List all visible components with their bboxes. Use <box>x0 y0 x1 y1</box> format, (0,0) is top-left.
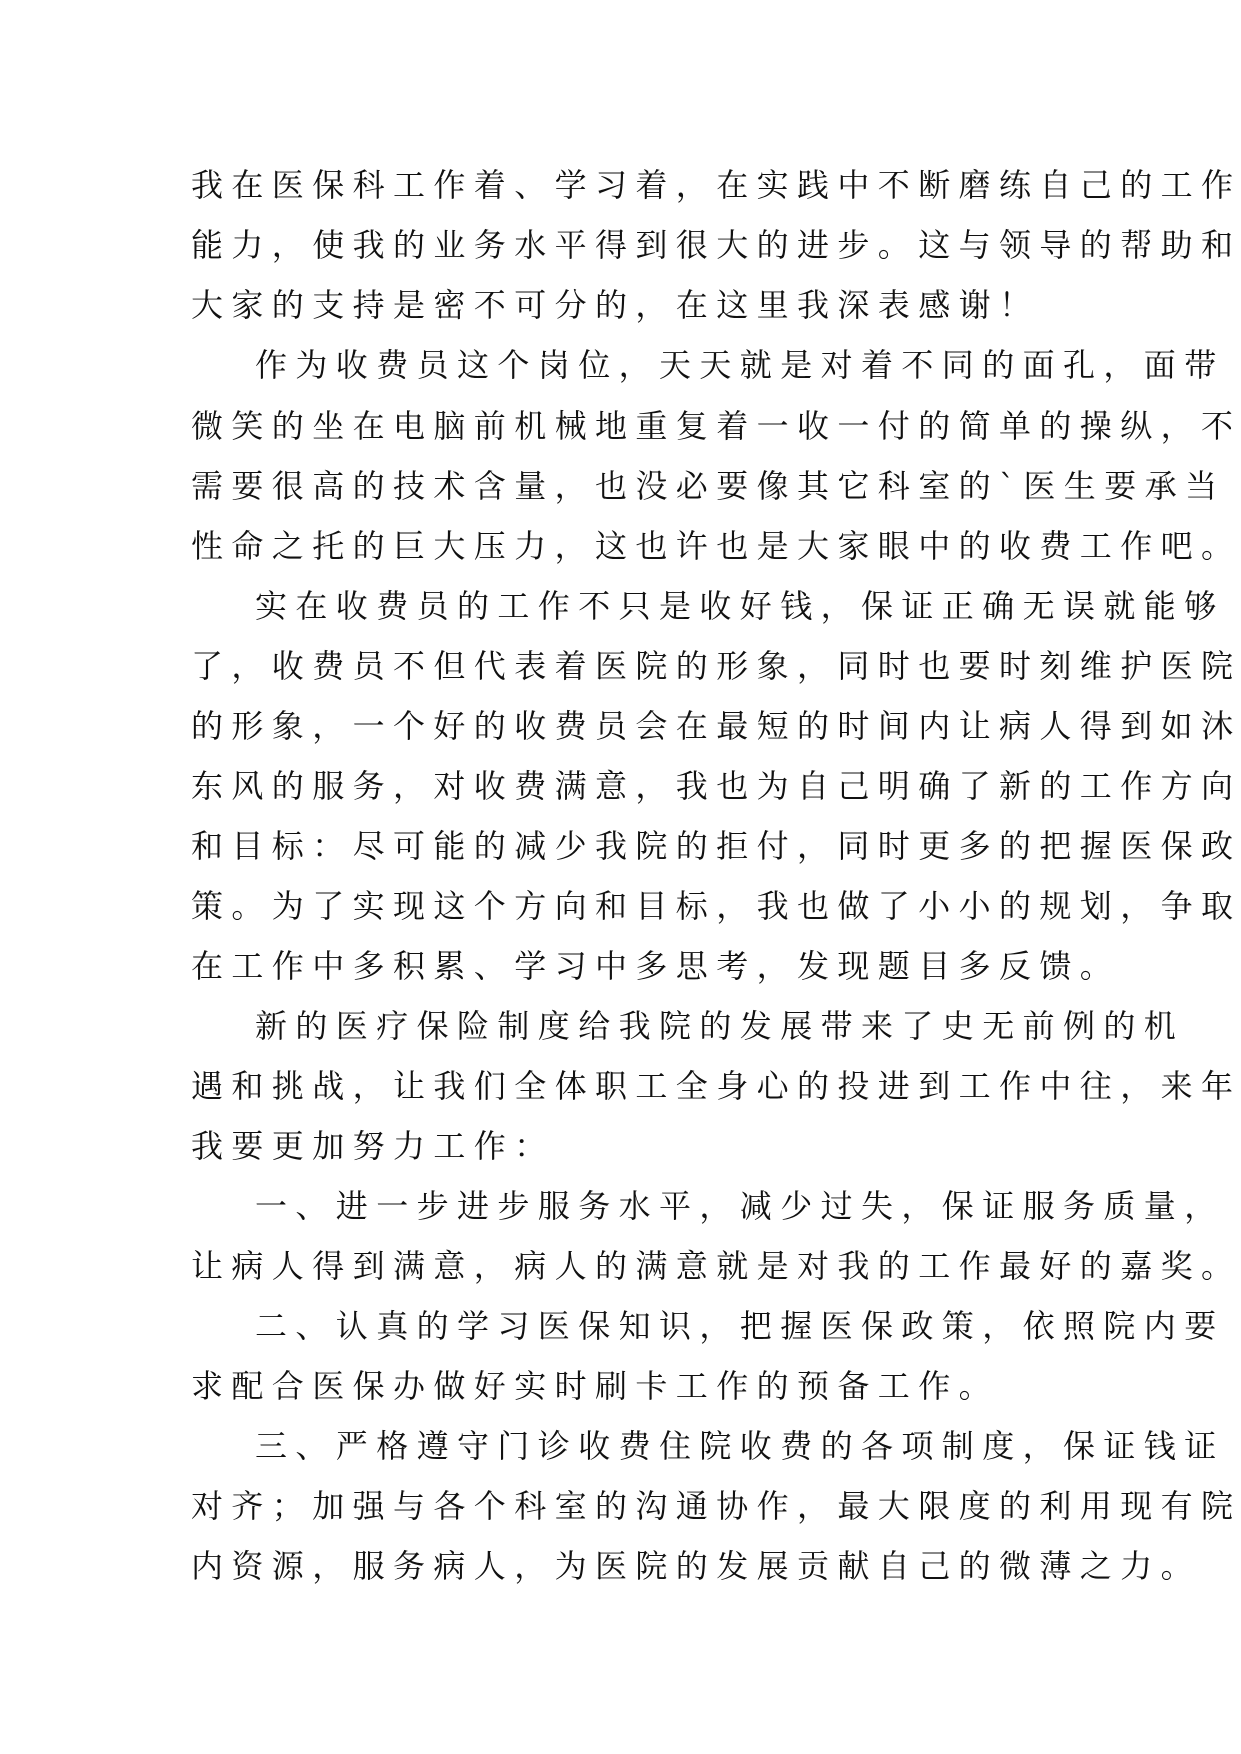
text-line: 在工作中多积累、学习中多思考，发现题目多反馈。 <box>191 947 1121 985</box>
text-line: 遇和挑战，让我们全体职工全身心的投进到工作中往，来年 <box>191 1067 1241 1105</box>
text-line: 大家的支持是密不可分的，在这里我深表感谢！ <box>191 286 1040 324</box>
text-line: 微笑的坐在电脑前机械地重复着一收一付的简单的操纵，不 <box>191 407 1241 445</box>
list-item-2: 二、认真的学习医保知识，把握医保政策，依照院内要 <box>255 1307 1225 1345</box>
text-line: 的形象，一个好的收费员会在最短的时间内让病人得到如沐 <box>191 707 1241 745</box>
paragraph-first-line: 作为收费员这个岗位，天天就是对着不同的面孔，面带 <box>255 346 1225 384</box>
text-line: 能力，使我的业务水平得到很大的进步。这与领导的帮助和 <box>191 226 1241 264</box>
text-line: 内资源，服务病人，为医院的发展贡献自己的微薄之力。 <box>191 1547 1202 1585</box>
text-line: 性命之托的巨大压力，这也许也是大家眼中的收费工作吧。 <box>191 527 1241 565</box>
list-item-3: 三、严格遵守门诊收费住院收费的各项制度，保证钱证 <box>255 1427 1225 1465</box>
list-item-1: 一、进一步进步服务水平，减少过失，保证服务质量， <box>255 1187 1225 1225</box>
text-line: 让病人得到满意，病人的满意就是对我的工作最好的嘉奖。 <box>191 1247 1241 1285</box>
text-line: 和目标：尽可能的减少我院的拒付，同时更多的把握医保政 <box>191 827 1241 865</box>
text-line: 求配合医保办做好实时刷卡工作的预备工作。 <box>191 1367 1000 1405</box>
text-line: 对齐；加强与各个科室的沟通协作，最大限度的利用现有院 <box>191 1487 1241 1525</box>
paragraph-first-line: 实在收费员的工作不只是收好钱，保证正确无误就能够 <box>255 587 1225 625</box>
text-line: 了，收费员不但代表着医院的形象，同时也要时刻维护医院 <box>191 647 1241 685</box>
text-line: 我在医保科工作着、学习着，在实践中不断磨练自己的工作 <box>191 166 1241 204</box>
text-line: 策。为了实现这个方向和目标，我也做了小小的规划，争取 <box>191 887 1241 925</box>
text-line: 需要很高的技术含量，也没必要像其它科室的`医生要承当 <box>191 467 1226 505</box>
text-line: 东风的服务，对收费满意，我也为自己明确了新的工作方向 <box>191 767 1241 805</box>
paragraph-first-line: 新的医疗保险制度给我院的发展带来了史无前例的机 <box>255 1007 1185 1045</box>
text-line: 我要更加努力工作： <box>191 1127 555 1165</box>
